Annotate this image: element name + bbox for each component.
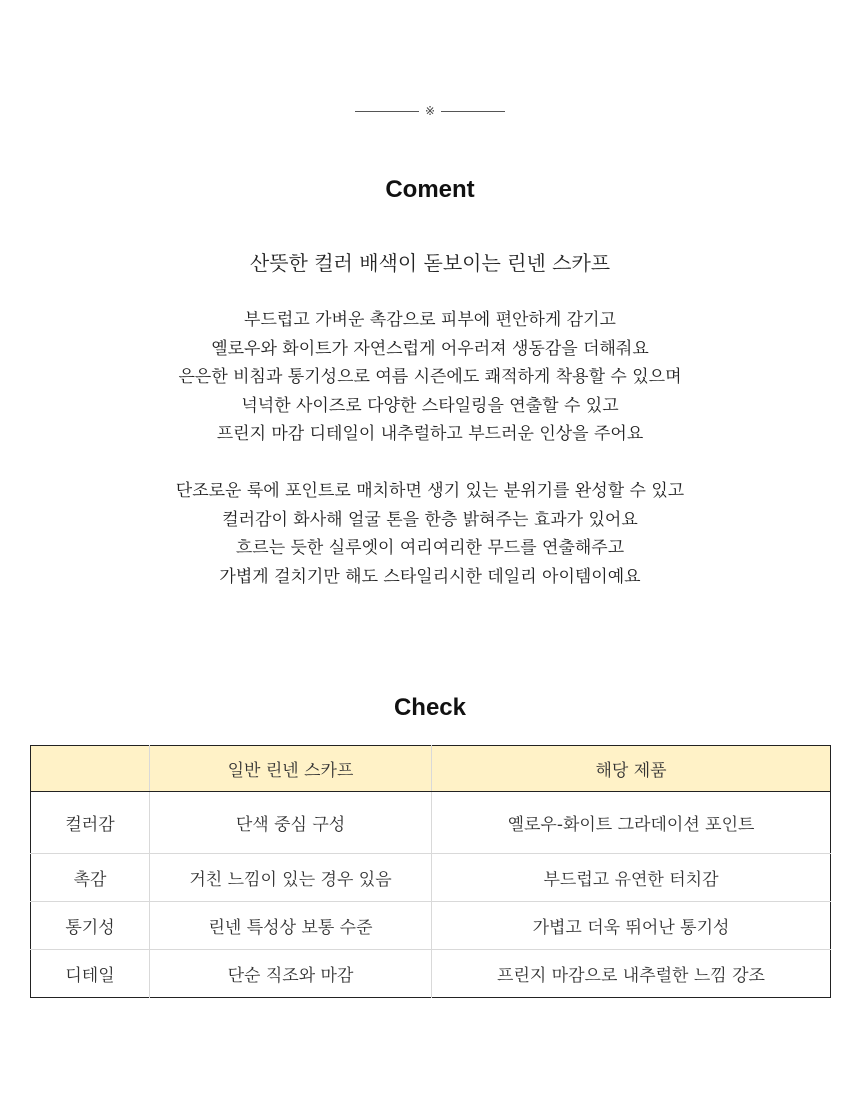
description-line: 흐르는 듯한 실루엣이 여리여리한 무드를 연출해주고 bbox=[235, 538, 625, 559]
product-subtitle: 산뜻한 컬러 배색이 돋보이는 린넨 스카프 bbox=[249, 251, 611, 275]
product-value: 가볍고 더욱 뛰어난 통기성 bbox=[432, 902, 831, 950]
table-row bbox=[31, 854, 831, 902]
description-line: 은은한 비침과 통기성으로 여름 시즌에도 쾌적하게 착용할 수 있으며 bbox=[178, 367, 682, 388]
comparison-table bbox=[30, 745, 831, 998]
description-line: 단조로운 룩에 포인트로 매치하면 생기 있는 분위기를 완성할 수 있고 bbox=[175, 481, 685, 501]
product-value: 부드럽고 유연한 터치감 bbox=[432, 854, 831, 902]
description-line: 옐로우와 화이트가 자연스럽게 어우러져 생동감을 더해줘요 bbox=[211, 338, 649, 359]
asterisk-mark-icon: ※ bbox=[424, 104, 436, 118]
product-value: 옐로우-화이트 그라데이션 포인트 bbox=[432, 792, 831, 854]
description-line: 컬러감이 화사해 얼굴 톤을 한층 밝혀주는 효과가 있어요 bbox=[222, 509, 638, 530]
header-cell-empty bbox=[31, 746, 150, 792]
coment-title: Coment bbox=[385, 176, 475, 203]
product-value: 프린지 마감으로 내추럴한 느낌 강조 bbox=[497, 966, 765, 986]
description-paragraph-2 bbox=[0, 477, 860, 591]
description-line: 부드럽고 가벼운 촉감으로 피부에 편안하게 감기고 bbox=[244, 310, 616, 330]
general-value: 린넨 특성상 보통 수준 bbox=[150, 902, 432, 950]
row-label: 촉감 bbox=[31, 854, 150, 902]
general-value: 거친 느낌이 있는 경우 있음 bbox=[150, 854, 432, 902]
table-row bbox=[31, 792, 831, 854]
row-label: 통기성 bbox=[31, 902, 150, 950]
table-row bbox=[31, 950, 831, 998]
row-label: 컬러감 bbox=[31, 792, 150, 854]
divider-line-right bbox=[441, 111, 505, 112]
description-line: 가볍게 걸치기만 해도 스타일리시한 데일리 아이템이예요 bbox=[219, 566, 641, 587]
row-label: 디테일 bbox=[31, 950, 150, 998]
general-value: 단색 중심 구성 bbox=[150, 792, 432, 854]
header-cell-this-product: 해당 제품 bbox=[432, 746, 831, 792]
general-value: 단순 직조와 마감 bbox=[150, 950, 432, 998]
description-line: 프린지 마감 디테일이 내추럴하고 부드러운 인상을 주어요 bbox=[216, 424, 644, 445]
table-row bbox=[31, 902, 831, 950]
divider-line-left bbox=[355, 111, 419, 112]
description-line: 넉넉한 사이즈로 다양한 스타일링을 연출할 수 있고 bbox=[241, 395, 619, 416]
section-divider bbox=[0, 101, 860, 121]
check-title: Check bbox=[393, 694, 467, 721]
description-paragraph-1 bbox=[0, 306, 860, 449]
table-header-row bbox=[31, 746, 831, 792]
header-cell-general-scarf: 일반 린넨 스카프 bbox=[150, 746, 432, 792]
